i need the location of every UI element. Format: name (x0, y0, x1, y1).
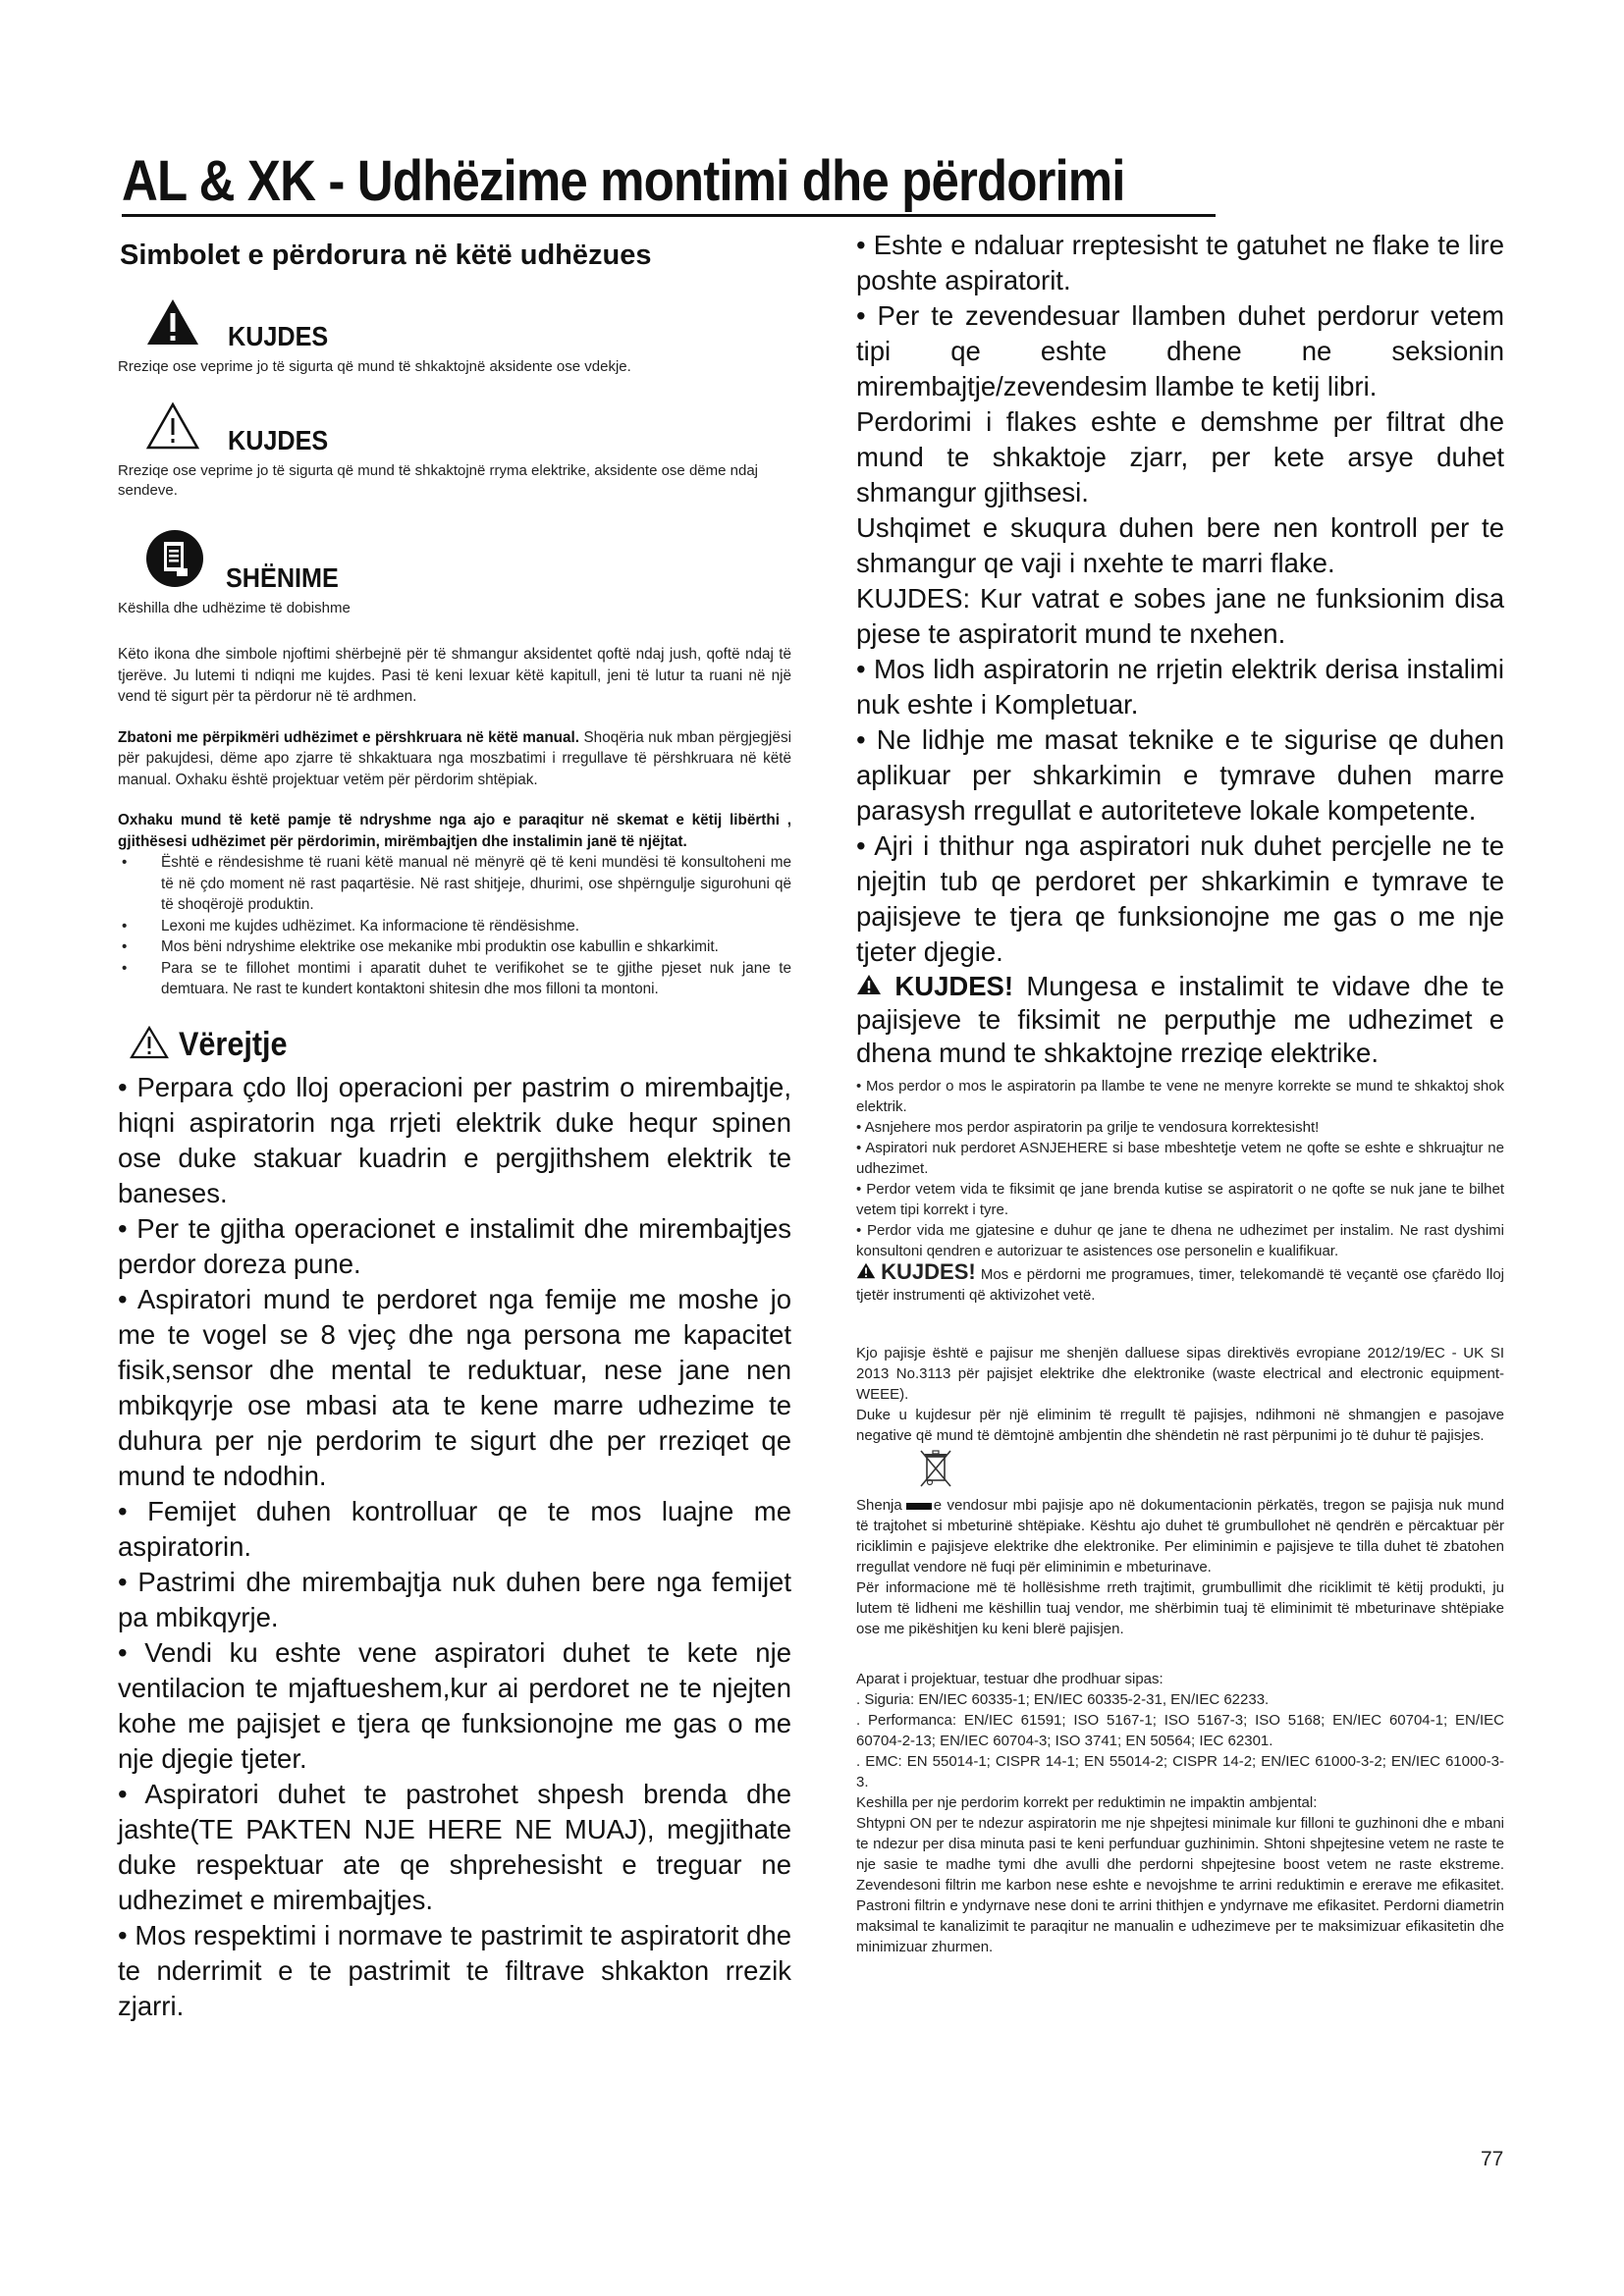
crossed-bin-icon (919, 1449, 952, 1493)
list-item: • Mos bëni ndryshime elektrike ose mekanike mbi produktin ose kabullin e shkarkimit. (118, 936, 791, 958)
eco-advice-paragraph: Shtypni ON per te ndezur aspiratorin me nje shpejtesi minimale kur filloni te guzhinoni dhe e mbani te ndezur per disa minuta pasi te keni perfunduar guzhinimin. Shtoni shpejtesine vetem ne raste te nje sasie te madhe tymi dhe avulli dhe perdorni shpejtesine boost vetem ne raste ekstreme. Zevendesoni filtrin me karbon nese eshte e nevojshme te arrini reduktimin e ererave me efikasitet. Pastroni filtrin e yndyrnave nese doni te arrini thithjen e yndyrnave me efikasitet. Perdorni diametrin maksimal te kanalizimit te paraqitur ne manualin e udhezimeve per te maksimizuar efikasitetin dhe minimizuar zhurmen. (856, 1815, 1504, 1955)
manual-paragraph (118, 727, 791, 791)
manual-paragraph-bold: Zbatoni me përpikmëri udhëzimet e përshkruara në këtë manual. (118, 728, 580, 746)
safety-paragraph: • Per te zevendesuar llamben duhet perdorur vetem tipi qe eshte dhene ne seksionin mirembajtje/zevendesim llambe te ketij libri. (856, 300, 1504, 401)
safety-paragraph: • Eshte e ndaluar rreptesisht te gatuhet ne flake te lire poshte aspiratorit. (856, 230, 1504, 295)
warning-text: Rreziqe ose veprime jo të sigurta që mund të shkaktojnë rryma elektrike, aksidente ose dëme ndaj sendeve. (118, 462, 758, 499)
warning-heading: KUJDES (228, 321, 329, 351)
list-item: • Është e rëndesishme të ruani këtë manual në mënyrë që të keni mundësi të konsultoheni me të në çdo moment në rast paqartësie. Në rast shitjeje, dhurimi, ose shpërngulje sigurohuni që të shoqërojë produktin. (118, 852, 791, 916)
weee-paragraph: Kjo pajisje është e pajisur me shenjën dalluese sipas direktivës evropiane 2012/19/EC - UK SI 2013 No.3113 për pajisjet elektrike dhe elektronike (waste electrical and electronic equipment- WEEE). (856, 1345, 1504, 1403)
warning-text: Rreziqe ose veprime jo të sigurta që mund të shkaktojnë aksidente ose vdekje. (118, 358, 631, 375)
warning-block-2 (145, 399, 791, 455)
notice-paragraph: • Femijet duhen kontrolluar qe te mos luajne me aspiratorin. (118, 1495, 791, 1562)
warning-outline-icon (145, 401, 200, 455)
note-icon (145, 529, 204, 593)
notice-paragraph: • Perpara çdo lloj operacioni per pastrim o mirembajtje, hiqni aspiratorin nga rrjeti elektrik duke hequr spinen ose duke stakuar kuadrin e pergjithshem elektrik te baneses. (118, 1071, 791, 1208)
page-number: 77 (1481, 2148, 1504, 2170)
weee-paragraph (856, 1495, 1504, 1577)
weee-paragraph: Duke u kujdesur për një eliminim të rregullt të pajisjes, ndihmoni në shmangjen e pasojave negative që mund të dëmtojnë ambjentin dhe shëndetin në rast përpunimi jo të duhur të pajisjes. (856, 1407, 1504, 1444)
small-bullet: • Perdor vetem vida te fiksimit qe jane brenda kutise se aspiratorit o ne qofte se nuk jane te bilhet vetem tipi korrekt i tyre. (856, 1181, 1504, 1218)
notice-heading-row (130, 1026, 791, 1064)
caution-heading: KUJDES! (881, 1259, 976, 1284)
safety-paragraph: KUJDES: Kur vatrat e sobes jane ne funksionim disa pjese te aspiratorit mund te nxehen. (856, 583, 1504, 649)
warning-outline-icon (130, 1026, 169, 1064)
warning-filled-icon (145, 297, 200, 351)
note-text: Këshilla dhe udhëzime të dobishme (118, 600, 351, 616)
notice-paragraph: • Mos respektimi i normave te pastrimit te aspiratorit dhe te nderrimit e te pastrimit te filtrave shkakton rrezik zjarri. (118, 1919, 791, 2021)
notice-paragraph: • Pastrimi dhe mirembajtja nuk duhen bere nga femijet pa mbikqyrje. (118, 1566, 791, 1632)
notice-paragraph: • Vendi ku eshte vene aspiratori duhet te kete nje ventilacion te mjaftueshem,kur ai perdoret ne te njejten kohe me pajisjet e tjera qe funksionojne me gas o me nje djegie tjeter. (118, 1636, 791, 1774)
notice-heading: Vërejtje (179, 1025, 288, 1063)
safety-paragraph: • Ajri i thithur nga aspiratori nuk duhet percjelle ne te njejtin tub qe perdoret per shkarkimin e tymrave te pajisjeve te tjera qe funksionojne me gas o me nje tjeter djegie. (856, 830, 1504, 967)
standards-line: . Siguria: EN/IEC 60335-1; EN/IEC 60335-2-31, EN/IEC 62233. (856, 1691, 1270, 1708)
section-subtitle: Simbolet e përdorura në këtë udhëzues (120, 240, 652, 271)
weee-sign-label: Shenja (856, 1497, 902, 1514)
weee-bin-row (856, 1446, 1504, 1495)
warning-filled-icon (856, 971, 882, 1001)
warning-block-1 (145, 294, 791, 351)
standards-line: Aparat i projektuar, testuar dhe prodhuar sipas: (856, 1671, 1164, 1687)
caution-text: Mos e përdorni me programues, timer, telekomandë të veçantë ose çfarëdo lloj tjetër instrumenti që aktivizohet vetë. (856, 1266, 1505, 1304)
caution-heading: KUJDES! (894, 971, 1014, 1001)
caution-timer (856, 1261, 1504, 1306)
list-item: • Lexoni me kujdes udhëzimet. Ka informacione të rëndësishme. (118, 916, 791, 937)
manual-paragraph-rest: Shoqëria nuk mban përgjegjësi për pakujdesi, dëme apo zjarre të shkaktuara nga moszbatimi i rregullave të përshkruara në këtë manual. Oxhaku është projektuar vetëm për përdorim shtëpiak. (118, 728, 791, 788)
caution-installation (856, 970, 1504, 1070)
weee-paragraph: Për informacione më të hollësishme rreth trajtimit, grumbullimit dhe riciklimit të këtij produkti, ju lutem të lidheni me këshillin tuaj vendor, me shërbimin tuaj të eliminimit të mbeturinave shtëpiake ose me pikëshitjen ku keni blerë pajisjen. (856, 1579, 1504, 1637)
appearance-paragraph (118, 810, 791, 852)
warning-filled-icon (856, 1266, 876, 1283)
left-column (118, 228, 791, 2024)
safety-paragraph: Ushqimet e skuqura duhen bere nen kontroll per te shmangur qe vaji i nxehte te marri flake. (856, 512, 1504, 578)
weee-bar-symbol (906, 1503, 932, 1510)
weee-sign-text: e vendosur mbi pajisje apo në dokumentacionin përkatës, tregon se pajisja nuk mund të trajtohet si mbeturinë shtëpiake. Kështu ajo duhet të grumbullohet në qendrën e përcaktuar për riciklimin e pajisjeve elektrike dhe elektronike. Per eliminimin e pajisjeve te tilla duhet të zbatohen rregullat vendore në fuqi për eliminimin e mbeturinave. (856, 1497, 1504, 1575)
notice-paragraph: • Aspiratori mund te perdoret nga femije me moshe jo me te vogel se 8 vjeç dhe nga persona me kapacitet fisik,sensor dhe mental te reduktuar, nese jane nen mbikqyrje ose mbasi ata te kene marre udhezime te duhura per nje perdorim te sigurt dhe per rreziqet qe mund te ndodhin. (118, 1283, 791, 1491)
safety-paragraph: Perdorimi i flakes eshte e demshme per filtrat dhe mund te shkaktoje zjarr, per kete arsye duhet shmangur gjithsesi. (856, 406, 1504, 507)
small-bullet: • Perdor vida me gjatesine e duhur qe jane te dhena ne udhezimet per instalim. Ne rast dyshimi konsultoni qendren e autorizuar te asistences ose personelin e kualifikuar. (856, 1222, 1504, 1259)
note-heading: SHËNIME (226, 562, 339, 593)
page-title: AL & XK - Udhëzime montimi dhe përdorimi (122, 149, 1125, 213)
caution-text: Mungesa e instalimit te vidave dhe te pajisjeve te fiksimit ne perputhje me udhezimet e dhena mund te shkaktojne rreziqe elektrike. (856, 971, 1505, 1068)
weee-section (856, 1343, 1504, 1639)
standards-line: . EMC: EN 55014-1; CISPR 14-1; EN 55014-2; CISPR 14-2; EN/IEC 61000-3-2; EN/IEC 61000-3-3. (856, 1753, 1504, 1790)
safety-paragraph: • Mos lidh aspiratorin ne rrjetin elektrik derisa instalimi nuk eshte i Kompletuar. (856, 654, 1504, 720)
right-column (856, 228, 1504, 1957)
intro-paragraph: Këto ikona dhe simbole njoftimi shërbejnë për të shmangur aksidentet qoftë ndaj jush, qoftë ndaj të tjerëve. Ju lutemi ti ndiqni me kujdes. Pasi të keni lexuar këtë kapitull, jeni të lutur ta ruani në një vend të sigurt për ta përdorur në të ardhmen. (118, 646, 791, 705)
note-block (145, 522, 791, 593)
standards-line: . Performanca: EN/IEC 61591; ISO 5167-1; ISO 5167-3; ISO 5168; EN/IEC 60704-1; EN/IEC 60704-2-13; EN/IEC 60704-3; ISO 3741; EN 50564; IEC 62301. (856, 1712, 1504, 1749)
small-bullet: • Mos perdor o mos le aspiratorin pa llambe te vene ne menyre korrekte se mund te shkaktoj shok elektrik. (856, 1078, 1504, 1115)
standards-line: Keshilla per nje perdorim korrekt per reduktimin ne impaktin ambjental: (856, 1794, 1318, 1811)
small-bullet: • Asnjehere mos perdor aspiratorin pa grilje te vendosura korrektesisht! (856, 1119, 1320, 1136)
list-item: • Para se te fillohet montimi i aparatit duhet te verifikohet se te gjithe pjeset nuk jane te demtuara. Ne rast te kundert kontaktoni shitesin dhe mos filloni ta montoni. (118, 958, 791, 1000)
notice-paragraph: • Aspiratori duhet te pastrohet shpesh brenda dhe jashte(TE PAKTEN NJE HERE NE MUAJ), megjithate duke respektuar ate qe shprehesisht e treguar ne udhezimet e mirembajtjes. (118, 1778, 791, 1915)
safety-bullet-list (118, 852, 791, 1000)
safety-paragraph: • Ne lidhje me masat teknike e te sigurise qe duhen aplikuar per shkarkimin e tymrave duhen marre parasysh rregullat e autoriteteve lokale kompetente. (856, 724, 1504, 826)
small-bullet: • Aspiratori nuk perdoret ASNJEHERE si base mbeshtetje vetem ne qofte se eshte e shkruajtur ne udhezimet. (856, 1140, 1504, 1177)
title-underline (122, 214, 1216, 217)
notice-paragraph: • Per te gjitha operacionet e instalimit dhe mirembajtjes perdor doreza pune. (118, 1212, 791, 1279)
appearance-paragraph-bold: Oxhaku mund të ketë pamje të ndryshme nga ajo e paraqitur në skemat e këtij libërthi , gjithësesi udhëzimet për përdorimin, mirëmbajtjen dhe instalimin janë të njëjtat. (118, 812, 791, 850)
warning-heading: KUJDES (228, 425, 329, 455)
